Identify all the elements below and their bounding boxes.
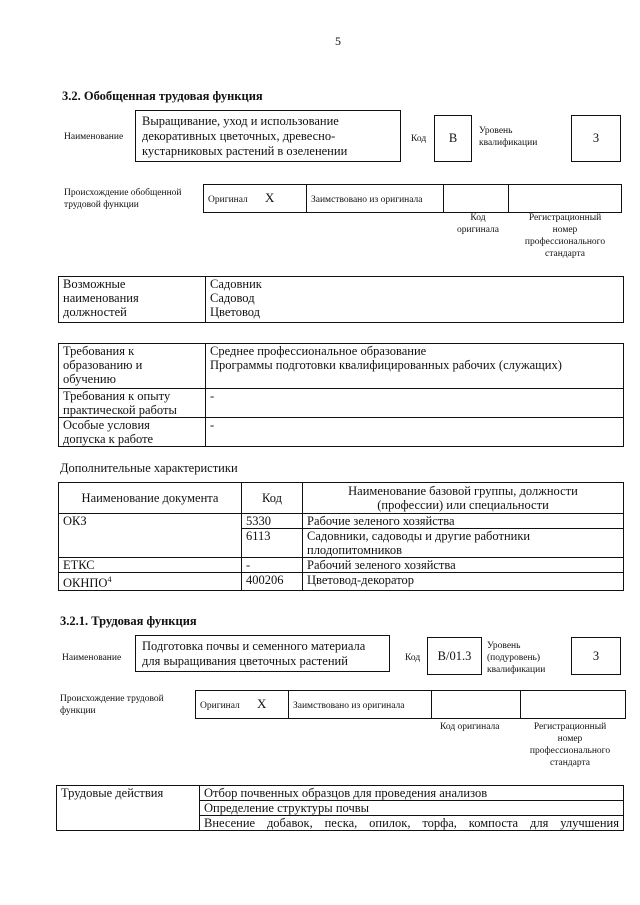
reg-number-cell (521, 691, 626, 719)
caption-line: Код (470, 213, 486, 223)
actions-table (56, 785, 624, 831)
code-cell: - (242, 558, 303, 573)
action-item: Определение структуры почвы (200, 801, 624, 816)
subsection-heading: 3.2.1. Трудовая функция (60, 614, 197, 628)
caption-line: стандарта (550, 758, 590, 768)
code-value: B/01.3 (437, 648, 472, 663)
origin-code-cell (432, 691, 521, 719)
col-header-document: Наименование документа (59, 483, 242, 514)
name-cell: Рабочий зеленого хозяйства (303, 558, 624, 573)
col-header-name: Наименование базовой группы, должности (профессии) или специальности (303, 483, 624, 514)
caption-line: номер (552, 225, 578, 235)
name-cell: Садовники, садоводы и другие работники плодопитомников (303, 529, 624, 558)
labor-function-line: для выращивания цветочных растений (142, 654, 348, 668)
function-name-line: декоративных цветочных, древесно- (142, 129, 336, 143)
positions-label: Возможные наименования должностей (59, 277, 206, 323)
caption-line: оригинала (457, 225, 499, 235)
page-number: 5 (335, 34, 341, 48)
position-item: Цветовод (210, 305, 261, 319)
positions-values (206, 277, 624, 323)
level-label-line: (подуровень) (487, 653, 541, 663)
caption-line: Регистрационный (533, 722, 607, 732)
caption-line: номер (557, 734, 583, 744)
function-name-line: Выращивание, уход и использование (142, 114, 339, 128)
requirement-value: - (206, 389, 624, 418)
section-heading: 3.2. Обобщенная трудовая функция (62, 89, 263, 103)
name-cell: Цветовод-декоратор (303, 573, 624, 591)
table-row (59, 418, 624, 447)
table-row (57, 786, 624, 801)
original-cell (196, 691, 289, 719)
caption-line: стандарта (545, 249, 585, 259)
name-label: Наименование (64, 132, 124, 142)
function-name-box (135, 110, 401, 162)
code-value-box (427, 637, 482, 675)
name-cell: Рабочие зеленого хозяйства (303, 514, 624, 529)
code-label: Код (405, 653, 421, 663)
col-header-code: Код (242, 483, 303, 514)
footnote-ref: 4 (107, 575, 112, 584)
additional-table (58, 482, 624, 591)
original-mark: X (256, 696, 267, 711)
origin-table (203, 184, 622, 213)
origin-table (195, 690, 626, 719)
level-label (487, 640, 545, 676)
table-row (59, 389, 624, 418)
name-label: Наименование (62, 653, 122, 663)
position-item: Садовод (210, 291, 255, 305)
action-item: Внесение добавок, песка, опилок, торфа, компоста для улучшения (200, 816, 624, 831)
level-label-line: Уровень (487, 641, 521, 651)
doc-cell: ОКЗ (59, 514, 242, 558)
caption-line: Регистрационный (528, 213, 602, 223)
requirement-value: Среднее профессиональное образование Программы подготовки квалифицированных рабочих (служащих) (206, 344, 624, 389)
original-cell (204, 185, 307, 213)
level-value: 3 (592, 648, 600, 663)
code-value: B (448, 131, 458, 145)
caption-reg (516, 721, 624, 769)
positions-table (58, 276, 624, 323)
original-label: Оригинал (200, 701, 240, 711)
labor-function-name-box (135, 635, 390, 672)
level-label (479, 125, 537, 149)
level-value-box (571, 115, 621, 162)
table-row (59, 558, 624, 573)
caption-line: профессионального (529, 746, 611, 756)
labor-function-line: Подготовка почвы и семенного материала (142, 639, 366, 653)
requirement-label: Требования к опыту практической работы (59, 389, 206, 418)
requirement-label: Особые условия допуска к работе (59, 418, 206, 447)
table-row (59, 514, 624, 529)
original-mark: X (264, 190, 275, 205)
original-label: Оригинал (208, 195, 248, 205)
requirements-table (58, 343, 624, 447)
level-label-line: квалификации (479, 138, 538, 148)
origin-code-cell (444, 185, 509, 213)
doc-cell: ЕТКС (59, 558, 242, 573)
requirement-value: - (206, 418, 624, 447)
table-row (59, 344, 624, 389)
level-label-line: Уровень (479, 126, 513, 136)
origin-label-line: трудовой функции (64, 200, 139, 210)
code-cell: 400206 (242, 573, 303, 591)
level-value-box (571, 637, 621, 675)
origin-label-line: функции (60, 706, 96, 716)
borrowed-label: Заимствовано из оригинала (293, 701, 405, 711)
borrowed-cell (307, 185, 444, 213)
code-label: Код (411, 134, 427, 144)
additional-heading: Дополнительные характеристики (60, 461, 238, 475)
code-cell: 6113 (242, 529, 303, 558)
code-value-box (434, 115, 472, 162)
table-header-row (59, 483, 624, 514)
origin-label-line: Происхождение трудовой (60, 694, 164, 704)
level-label-line: квалификации (487, 665, 546, 675)
caption-code: Код оригинала (440, 722, 500, 732)
code-cell: 5330 (242, 514, 303, 529)
caption-reg (510, 212, 620, 260)
caption-code (448, 212, 508, 236)
function-name-line: кустарниковых растений в озеленении (142, 144, 348, 158)
level-value: 3 (592, 131, 600, 145)
origin-label (60, 693, 164, 717)
caption-line: профессионального (524, 237, 606, 247)
origin-label-line: Происхождение обобщенной (64, 188, 182, 198)
borrowed-label: Заимствовано из оригинала (311, 195, 423, 205)
origin-label (64, 187, 182, 211)
requirement-label: Требования к образованию и обучению (59, 344, 206, 389)
reg-number-cell (509, 185, 622, 213)
actions-label: Трудовые действия (57, 786, 200, 831)
action-item: Отбор почвенных образцов для проведения анализов (200, 786, 624, 801)
position-item: Садовник (210, 277, 262, 291)
table-row (59, 573, 624, 591)
borrowed-cell (289, 691, 432, 719)
doc-cell: ОКНПО$^4$ (59, 573, 242, 591)
